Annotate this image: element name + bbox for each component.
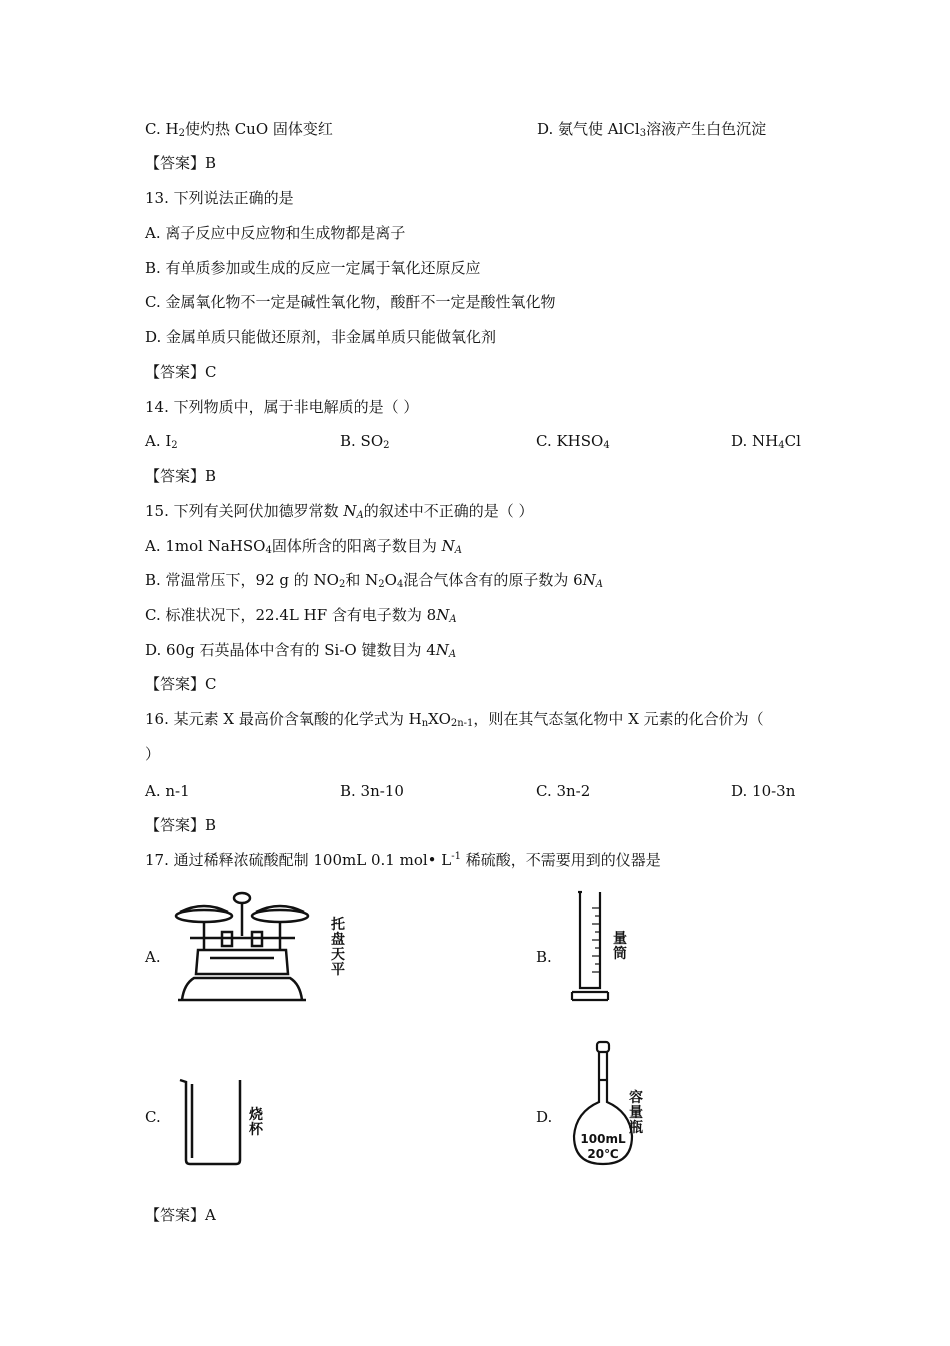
q13-answer: 【答案】C (145, 363, 217, 381)
volumetric-flask-caption: 容 量 瓶 (629, 1090, 643, 1136)
q16-option-b: B. 3n-10 (340, 782, 404, 800)
q15-answer: 【答案】C (145, 675, 217, 693)
q13-stem: 13. 下列说法正确的是 (145, 189, 294, 207)
q16-stem: 16. 某元素 X 最高价含氧酸的化学式为 $H_nXO_{2n-1}$，则在其气态氢化物中 X 元素的化合价为（ (145, 710, 764, 729)
q14-option-d: D. $NH_4Cl$ (731, 432, 801, 451)
q12-answer: 【答案】B (145, 154, 217, 172)
flask-temp-label: 20℃ (587, 1147, 619, 1161)
flask-volume-label: 100mL (580, 1132, 626, 1146)
q14-option-a: A. $I_2$ (145, 432, 178, 451)
beaker-illustration (178, 1076, 248, 1168)
q16-option-c: C. 3n-2 (536, 782, 591, 800)
q13-option-b: B. 有单质参加或生成的反应一定属于氧化还原反应 (145, 259, 481, 277)
q13-option-c: C. 金属氧化物不一定是碱性氧化物，酸酐不一定是酸性氧化物 (145, 293, 556, 311)
q17-stem: 17. 通过稀释浓硫酸配制 100mL 0.1 mol• $L^{-1}$ 稀硫酸，不需要用到的仪器是 (145, 851, 661, 869)
q12-option-c: C. $H_2$使灼热 CuO 固体变红 (145, 120, 333, 139)
graduated-cylinder-caption: 量 筒 (613, 931, 627, 962)
q16-option-d: D. 10-3n (731, 782, 796, 800)
q16-stem-cont: ） (145, 745, 161, 763)
q17-answer: 【答案】A (145, 1206, 216, 1224)
beaker-caption: 烧 杯 (249, 1107, 263, 1138)
q14-option-c: C. $KHSO_4$ (536, 432, 610, 451)
q15-option-d: D. 60g 石英晶体中含有的 Si-O 键数目为 $4N_A$ (145, 641, 457, 660)
q15-option-b: B. 常温常压下，92 g 的 $NO_2$和 $N_2O_4$混合气体含有的原子数为 $6N_A$ (145, 571, 604, 590)
q14-stem: 14. 下列物质中，属于非电解质的是（ ） (145, 398, 419, 416)
q14-answer: 【答案】B (145, 467, 217, 485)
q13-option-d: D. 金属单质只能做还原剂，非金属单质只能做氧化剂 (145, 328, 497, 346)
q15-option-a: A. 1mol NaHSO$_4$固体所含的阳离子数目为 $N_A$ (145, 537, 462, 556)
q17-option-c-label: C. (145, 1108, 161, 1126)
q17-option-a-label: A. (145, 948, 161, 966)
q17-option-d-label: D. (536, 1108, 553, 1126)
graduated-cylinder-illustration (568, 888, 612, 1006)
balance-caption: 托 盘 天 平 (331, 917, 345, 978)
q13-option-a: A. 离子反应中反应物和生成物都是离子 (145, 224, 406, 242)
q16-answer: 【答案】B (145, 816, 217, 834)
q15-option-c: C. 标准状况下，22.4L HF 含有电子数为 $8N_A$ (145, 606, 457, 625)
q12-option-d: D. 氨气使 AlCl$_3$溶液产生白色沉淀 (537, 120, 767, 139)
q17-option-b-label: B. (536, 948, 552, 966)
balance-illustration (170, 888, 330, 1006)
q14-option-b: B. $SO_2$ (340, 432, 390, 451)
q15-stem: 15. 下列有关阿伏加德罗常数 $N_A$的叙述中不正确的是（ ） (145, 502, 534, 521)
q16-option-a: A. n-1 (145, 782, 190, 800)
